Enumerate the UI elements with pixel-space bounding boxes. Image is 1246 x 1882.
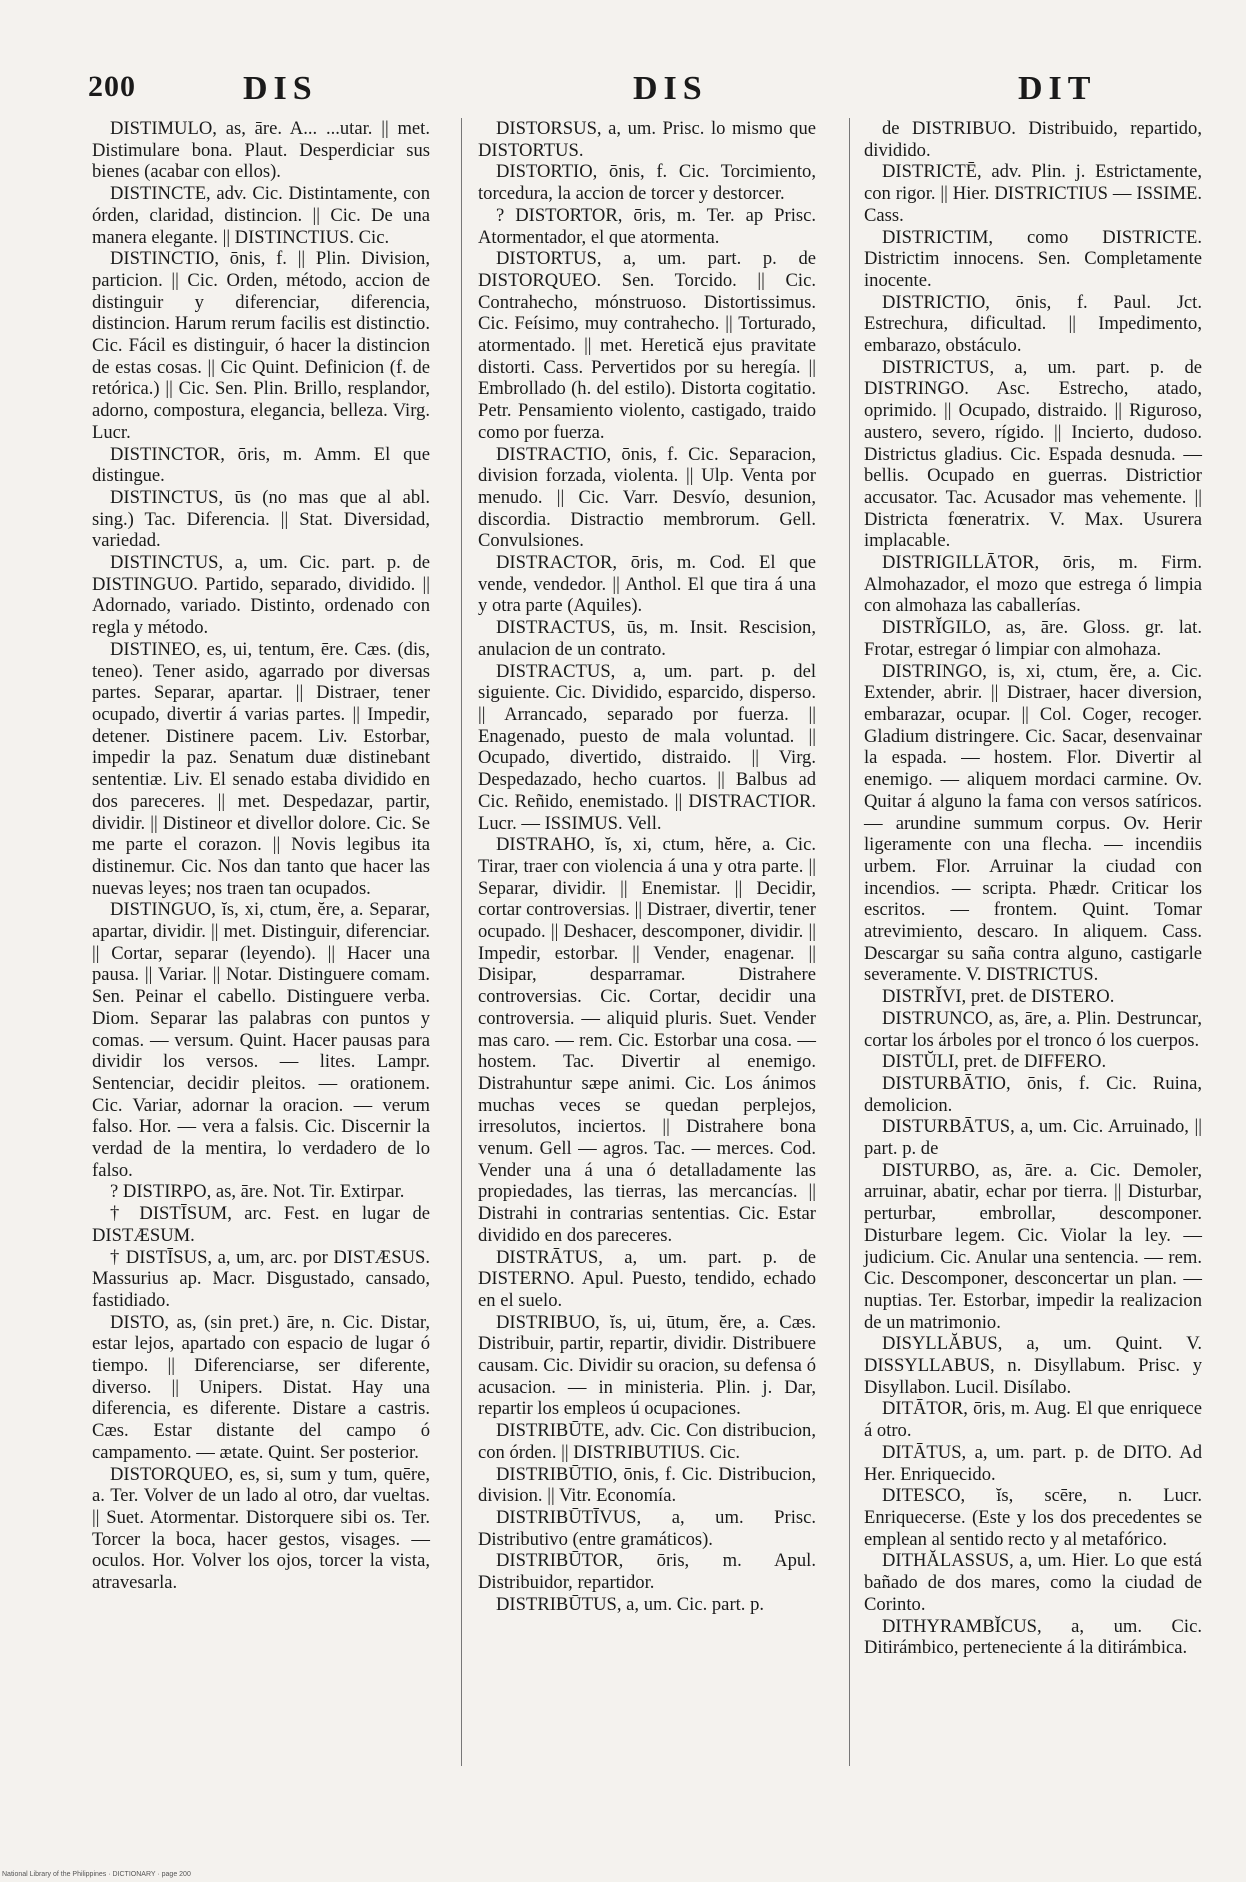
dictionary-entry: DISTORSUS, a, um. Prisc. lo mismo que DISTORTUS. — [478, 118, 816, 161]
dictionary-column-3 — [864, 118, 1202, 1659]
running-head-right: DIT — [1018, 70, 1097, 107]
dictionary-entry: DISTRINGO, is, xi, ctum, ĕre, a. Cic. Extender, abrir. || Distraer, hacer diversion, embarazar, ocupar. || Col. Coger, recoger. Gladium distringere. Cic. Sacar, desenvainar la espada. — hostem. Flor. Divertir al enemigo. — aliquem mordaci carmine. Ov. Quitar á alguno la fama con versos satíricos. — arundine summum corpus. Ov. Herir ligeramente con una flecha. — incendiis urbem. Flor. Arruinar la ciudad con incendios. — scripta. Phædr. Criticar los escritos. — frontem. Quint. Tomar atrevimiento, descaro. In aliquem. Cass. Descargar su saña contra alguno, castigarle severamente. V. DISTRICTUS. — [864, 660, 1202, 986]
dictionary-entry: DISTRICTIM, como DISTRICTE. Districtim innocens. Sen. Completamente inocente. — [864, 226, 1202, 291]
dictionary-entry: de DISTRIBUO. Distribuido, repartido, dividido. — [864, 118, 1202, 161]
running-head-center: DIS — [633, 70, 708, 107]
column-rule — [849, 118, 850, 1766]
dictionary-entry: DISTO, as, (sin pret.) āre, n. Cic. Distar, estar lejos, apartado con espacio de lugar ó tiempo. || Diferenciarse, ser diferente, diverso. || Unipers. Distat. Hay una diferencia, es diferente. Distare a castris. Cæs. Estar distante del campo ó campamento. — ætate. Quint. Ser posterior. — [92, 1311, 430, 1463]
dictionary-entry: DISTRIBŪTUS, a, um. Cic. part. p. — [496, 1593, 765, 1615]
dictionary-entry: DITĀTOR, ōris, m. Aug. El que enriquece á otro. — [864, 1398, 1202, 1442]
dictionary-entry: DISYLLĂBUS, a, um. Quint. V. DISSYLLABUS, n. Disyllabum. Prisc. y Disyllabon. Lucil. Disílabo. — [864, 1333, 1202, 1398]
dictionary-entry: DISTIMULO, as, āre. A... ...utar. || met. Distimulare bona. Plaut. Desperdiciar sus bienes (acabar con ellos). — [92, 118, 430, 183]
dictionary-entry: DISTRĬGILO, as, āre. Gloss. gr. lat. Frotar, estregar ó limpiar con almohaza. — [864, 617, 1202, 660]
dictionary-column-2 — [478, 118, 816, 1616]
dictionary-entry: DITHĂLASSUS, a, um. Hier. Lo que está bañado de dos mares, como la ciudad de Corinto. — [864, 1550, 1202, 1615]
dictionary-entry: DISTRACTOR, ōris, m. Cod. El que vende, vendedor. || Anthol. El que tira á una y otra parte (Aquiles). — [478, 552, 816, 617]
dictionary-entry: ? DISTIRPO, as, āre. Not. Tir. Extirpar. — [110, 1181, 405, 1203]
dictionary-entry: DISTORTUS, a, um. part. p. de DISTORQUEO. Sen. Torcido. || Cic. Contrahecho, mónstruoso. Distortissimus. Cic. Feísimo, muy contrahecho. || Torturado, atormentado. || met. Heretică ejus pravitate distorti. Cass. Pervertidos por su heregía. || Embrollado (h. del estilo). Distorta cogitatio. Petr. Pensamiento violento, castigado, traido como por fuerza. — [478, 248, 816, 443]
dictionary-entry: DISTINCTIO, ōnis, f. || Plin. Division, particion. || Cic. Orden, método, accion de distinguir y diferenciar, diferencia, distincion. Harum rerum facilis est distinctio. Cic. Fácil es distinguir, ó hacer la distincion de estas cosas. || Cic Quint. Definicion (f. de retórica.) || Cic. Sen. Plin. Brillo, resplandor, adorno, compostura, elegancia, belleza. Virg. Lucr. — [92, 248, 430, 443]
dictionary-entry: DISTRACTUS, ūs, m. Insit. Rescision, anulacion de un contrato. — [478, 617, 816, 660]
dictionary-entry: DITHYRAMBĬCUS, a, um. Cic. Ditirámbico, perteneciente á la ditirámbica. — [864, 1615, 1202, 1659]
dictionary-entry: DISTINCTE, adv. Cic. Distintamente, con órden, claridad, distincion. || Cic. De una manera elegante. || DISTINCTIUS. Cic. — [92, 183, 430, 248]
dictionary-entry: † DISTĪSUM, arc. Fest. en lugar de DISTÆSUM. — [92, 1203, 430, 1246]
dictionary-entry: DISTRICTUS, a, um. part. p. de DISTRINGO. Asc. Estrecho, atado, oprimido. || Ocupado, distraido. || Riguroso, austero, severo, rígido. || Incierto, dudoso. Districtus gladius. Cic. Espada desnuda. — bellis. Ocupado en guerras. Districtior accusator. Tac. Acusador mas vehemente. || Districta fœneratrix. V. Max. Usurera implacable. — [864, 356, 1202, 552]
dictionary-entry: DISTRIBUO, ĭs, ui, ūtum, ĕre, a. Cæs. Distribuir, partir, repartir, dividir. Distribuere causam. Cic. Dividir su oracion, su defensa ó acusacion. — in ministeria. Plin. j. Dar, repartir los empleos ú ocupaciones. — [478, 1311, 816, 1420]
dictionary-entry: DISTRĬVI, pret. de DISTERO. — [882, 986, 1115, 1008]
dictionary-entry: DISTRICTIO, ōnis, f. Paul. Jct. Estrechura, dificultad. || Impedimento, embarazo, obstáculo. — [864, 291, 1202, 357]
dictionary-entry: DISTINCTOR, ōris, m. Amm. El que distingue. — [92, 443, 430, 487]
dictionary-entry: DITĀTUS, a, um. part. p. de DITO. Ad Her. Enriquecido. — [864, 1441, 1202, 1485]
dictionary-entry: DISTRIBŪTOR, ōris, m. Apul. Distribuidor, repartidor. — [478, 1550, 816, 1594]
dictionary-entry: DISTINEO, es, ui, tentum, ēre. Cæs. (dis, teneo). Tener asido, agarrado por diversas partes. Separar, apartar. || Distraer, tener ocupado, divertir á varias partes. || Impedir, detener. Distinere pacem. Liv. Estorbar, impedir la paz. Senatum duæ distinebant sententiæ. Liv. El senado estaba dividido en dos pareceres. || met. Despedazar, partir, dividir. || Distineor et divellor dolore. Cic. Se me parte el corazon. || Novis legibus ita distinemur. Cic. Nos dan tanto que hacer las nuevas leyes; nos traen tan ocupados. — [92, 638, 430, 899]
dictionary-entry: DISTRAHO, ĭs, xi, ctum, hĕre, a. Cic. Tirar, traer con violencia á una y otra parte. || Separar, dividir. || Enemistar. || Decidir, cortar controversias. || Distraer, divertir, tener ocupado. || Deshacer, descomponer, dividir. || Impedir, estorbar. || Vender, enagenar. || Disipar, desparramar. Distrahere controversias. Cic. Cortar, decidir una controversia. — aliquid pluris. Suet. Vender mas caro. — rem. Cic. Estorbar una cosa. — hostem. Tac. Divertir al enemigo. Distrahuntur sæpe animi. Cic. Los ánimos muchas veces se quedan perplejos, irresolutos, inciertos. || Distrahere bona venum. Gell — agros. Tac. — merces. Cod. Vender una á una ó detalladamente las propiedades, las tierras, las mercancías. || Distrahi in contrarias sententias. Cic. Estar dividido en dos pareceres. — [478, 834, 816, 1246]
dictionary-entry: DISTURBĀTUS, a, um. Cic. Arruinado, || part. p. de — [864, 1116, 1202, 1160]
dictionary-entry: DISTURBO, as, āre. a. Cic. Demoler, arruinar, abatir, echar por tierra. || Disturbar, perturbar, embrollar, descomponer. Disturbare legem. Cic. Violar la ley. — judicium. Cic. Anular una sentencia. — rem. Cic. Descomponer, desconcertar un plan. — nuptias. Ter. Estorbar, impedir la realizacion de un matrimonio. — [864, 1159, 1202, 1333]
dictionary-entry: ? DISTORTOR, ōris, m. Ter. ap Prisc. Atormentador, el que atormenta. — [478, 204, 816, 248]
running-head-left: DIS — [243, 70, 318, 107]
dictionary-entry: DISTRĀTUS, a, um. part. p. de DISTERNO. Apul. Puesto, tendido, echado en el suelo. — [478, 1246, 816, 1311]
dictionary-entry: DISTRACTIO, ōnis, f. Cic. Separacion, division forzada, violenta. || Ulp. Venta por menudo. || Cic. Varr. Desvío, desunion, discordia. Distractio membrorum. Gell. Convulsiones. — [478, 443, 816, 552]
dictionary-entry: DISTORTIO, ōnis, f. Cic. Torcimiento, torcedura, la accion de torcer y destorcer. — [478, 161, 816, 205]
scan-footer: National Library of the Philippines · DICTIONARY · page 200 — [2, 1871, 191, 1878]
dictionary-entry: DISTINCTUS, a, um. Cic. part. p. de DISTINGUO. Partido, separado, dividido. || Adornado, variado. Distinto, ordenado con regla y método. — [92, 552, 430, 639]
dictionary-entry: DISTINCTUS, ūs (no mas que al abl. sing.) Tac. Diferencia. || Stat. Diversidad, variedad. — [92, 486, 430, 552]
dictionary-entry: DISTORQUEO, es, si, sum y tum, quēre, a. Ter. Volver de un lado al otro, dar vueltas. || Suet. Atormentar. Distorquere sibi os. Ter. Torcer la boca, hacer gestos, visages. — oculos. Hor. Volver los ojos, torcer la vista, atravesarla. — [92, 1463, 430, 1594]
dictionary-entry: DISTRACTUS, a, um. part. p. del siguiente. Cic. Dividido, esparcido, disperso. || Arrancado, separado por fuerza. || Enagenado, puesto de mala voluntad. || Ocupado, divertido, distraido. || Virg. Despedazado, hecho cuartos. || Balbus ad Cic. Reñido, enemistado. || DISTRACTIOR. Lucr. — ISSIMUS. Vell. — [478, 660, 816, 834]
dictionary-entry: DISTRIBŪTE, adv. Cic. Con distribucion, con órden. || DISTRIBUTIUS. Cic. — [478, 1420, 816, 1463]
dictionary-entry: DISTINGUO, ĭs, xi, ctum, ĕre, a. Separar, apartar, dividir. || met. Distinguir, diferenciar. || Cortar, separar (leyendo). || Hacer una pausa. || Variar. || Notar. Distinguere comam. Sen. Peinar el cabello. Distinguere verba. Diom. Separar las palabras con puntos y comas. — versum. Quint. Hacer pausas para dividir los versos. — lites. Lampr. Sentenciar, decidir pleitos. — orationem. Cic. Variar, adornar la oracion. — verum falso. Hor. — vera a falsis. Cic. Discernir la verdad de la mentira, lo verdadero de lo falso. — [92, 899, 430, 1181]
dictionary-entry: DITESCO, ĭs, scēre, n. Lucr. Enriquecerse. (Este y los dos precedentes se emplean al sentido recto y al metafórico. — [864, 1485, 1202, 1550]
dictionary-entry: DISTRIGILLĀTOR, ōris, m. Firm. Almohazador, el mozo que estrega ó limpia con almohaza las caballerías. — [864, 552, 1202, 617]
dictionary-column-1 — [92, 118, 430, 1594]
dictionary-entry: DISTRICTĒ, adv. Plin. j. Estrictamente, con rigor. || Hier. DISTRICTIUS — ISSIME. Cass. — [864, 161, 1202, 226]
page-number: 200 — [88, 70, 136, 103]
dictionary-entry: DISTURBĀTIO, ōnis, f. Cic. Ruina, demolicion. — [864, 1072, 1202, 1116]
dictionary-entry: DISTŬLI, pret. de DIFFERO. — [882, 1051, 1107, 1073]
dictionary-entry: DISTRUNCO, as, āre, a. Plin. Destruncar, cortar los árboles por el tronco ó los cuerpos. — [864, 1007, 1202, 1051]
page-header — [88, 70, 1168, 120]
dictionary-entry: DISTRIBŪTIO, ōnis, f. Cic. Distribucion, division. || Vitr. Economía. — [478, 1463, 816, 1507]
dictionary-entry: † DISTĪSUS, a, um, arc. por DISTÆSUS. Massurius ap. Macr. Disgustado, cansado, fastidiado. — [92, 1246, 430, 1311]
column-rule — [461, 118, 462, 1766]
dictionary-entry: DISTRIBŪTĪVUS, a, um. Prisc. Distributivo (entre gramáticos). — [478, 1507, 816, 1550]
